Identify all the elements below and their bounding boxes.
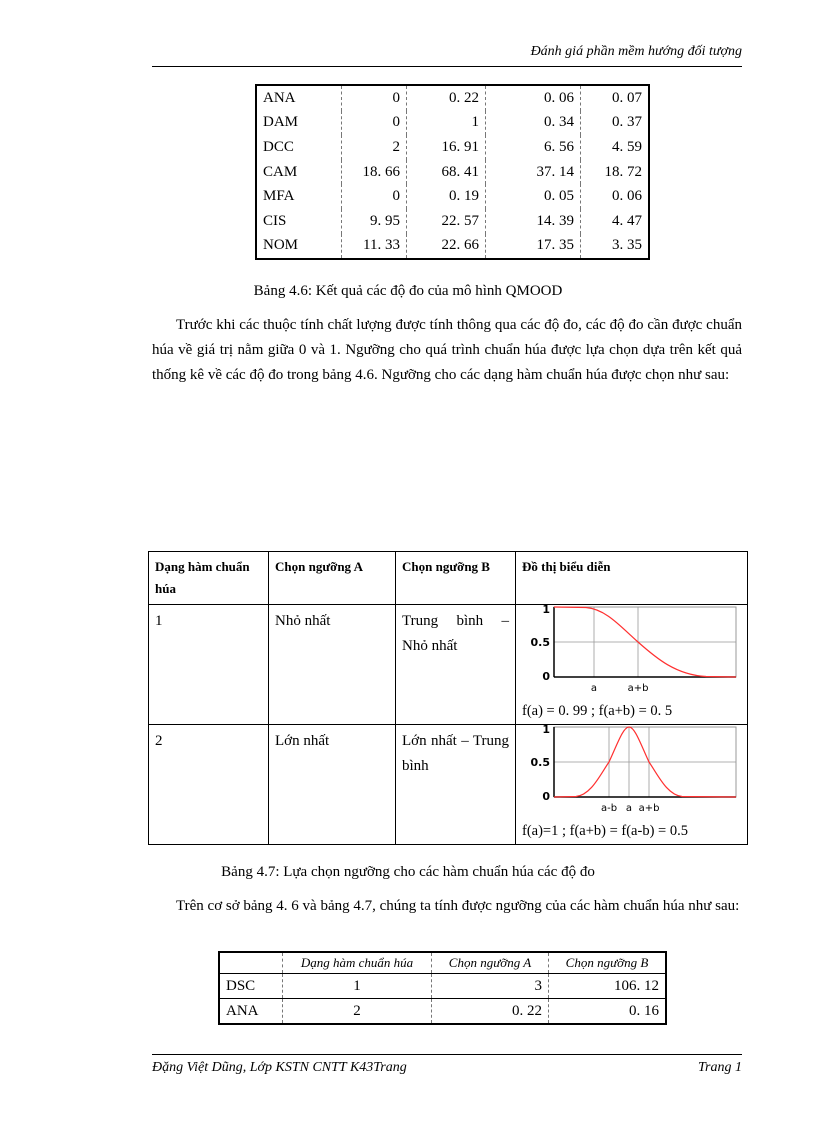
metric-mean: 17. 35 bbox=[486, 234, 581, 260]
metric-mean: 0. 05 bbox=[486, 184, 581, 209]
footer-rule bbox=[152, 1054, 742, 1055]
metric-name: NOM bbox=[263, 237, 299, 254]
metrics-row bbox=[256, 184, 649, 209]
header-threshold-b: Chọn ngưỡng B bbox=[396, 552, 516, 605]
metric-max: 16. 91 bbox=[407, 135, 486, 160]
threshold-header-blank bbox=[219, 952, 283, 974]
header-rule bbox=[152, 66, 742, 67]
metric-mean: 0. 34 bbox=[486, 111, 581, 136]
metrics-row bbox=[256, 111, 649, 136]
paragraph-1: Trước khi các thuộc tính chất lượng được tính thông qua các độ đo, các độ đo cần được chuẩn húa về giá trị nằm giữa 0 và 1. Ngưỡng cho quá trình chuẩn húa được lựa chọn dựa trên kết quả thống kê về các độ đo trong bảng 4.6. Ngưỡng cho các dạng hàm chuẩn húa được chọn như sau: bbox=[152, 317, 742, 383]
threshold-header-a: Chọn ngưỡng A bbox=[432, 952, 549, 974]
metric-max: 0. 22 bbox=[407, 85, 486, 111]
metrics-row bbox=[256, 85, 649, 111]
x-tick-ab: a+b bbox=[627, 683, 649, 694]
metric-stddev: 3. 35 bbox=[581, 234, 650, 260]
norm-row-2-b: Lớn nhất – Trung bình bbox=[396, 725, 516, 845]
metric-min: 0 bbox=[342, 85, 407, 111]
x-tick-a: a bbox=[590, 683, 598, 694]
footer-author: Đặng Việt Dũng, Lớp KSTN CNTT K43Trang bbox=[152, 1060, 407, 1075]
threshold-b-value: 0. 16 bbox=[549, 999, 667, 1025]
metrics-row bbox=[256, 209, 649, 234]
metric-name: DAM bbox=[263, 114, 299, 131]
y-tick-0: 0 bbox=[542, 790, 550, 803]
threshold-b-value: 106. 12 bbox=[549, 974, 667, 999]
metrics-row bbox=[256, 160, 649, 185]
norm-row-1-a: Nhỏ nhất bbox=[269, 605, 396, 725]
metric-mean: 6. 56 bbox=[486, 135, 581, 160]
metric-name: MFA bbox=[263, 188, 295, 205]
threshold-row bbox=[219, 999, 666, 1025]
threshold-row bbox=[219, 974, 666, 999]
header-threshold-a: Chọn ngưỡng A bbox=[269, 552, 396, 605]
x-tick-a-plus-b: a+b bbox=[638, 803, 660, 814]
metric-name: CIS bbox=[263, 212, 287, 229]
paragraph-2: Trên cơ sở bảng 4. 6 và bảng 4.7, chúng ta tính được ngưỡng của các hàm chuẩn húa như sau: bbox=[176, 898, 740, 914]
threshold-header-function-type: Dạng hàm chuẩn húa bbox=[283, 952, 432, 974]
metric-min: 0 bbox=[342, 111, 407, 136]
metric-min: 11. 33 bbox=[342, 234, 407, 260]
metric-mean: 0. 06 bbox=[486, 85, 581, 111]
norm-row-2-graph bbox=[516, 725, 748, 845]
metric-name: ANA bbox=[263, 89, 296, 106]
norm-row-1 bbox=[149, 605, 748, 725]
table-4-6-caption: Bảng 4.6: Kết quả các độ đo của mô hình QMOOD bbox=[253, 283, 563, 299]
metric-stddev: 0. 07 bbox=[581, 85, 650, 111]
metric-min: 18. 66 bbox=[342, 160, 407, 185]
threshold-table bbox=[218, 951, 667, 1025]
norm-row-2 bbox=[149, 725, 748, 845]
x-tick-a: a bbox=[625, 803, 633, 814]
threshold-function-type: 1 bbox=[283, 974, 432, 999]
threshold-a-value: 0. 22 bbox=[432, 999, 549, 1025]
x-tick-a-minus-b: a-b bbox=[600, 803, 618, 814]
normalization-table bbox=[148, 551, 748, 845]
metric-stddev: 0. 06 bbox=[581, 184, 650, 209]
metric-name: DCC bbox=[263, 138, 294, 155]
bell-curve-chart bbox=[516, 725, 741, 819]
metric-name: CAM bbox=[263, 163, 298, 180]
threshold-metric: DSC bbox=[219, 974, 283, 999]
threshold-a-value: 3 bbox=[432, 974, 549, 999]
norm-row-1-b: Trung bình – Nhỏ nhất bbox=[396, 605, 516, 725]
metric-stddev: 18. 72 bbox=[581, 160, 650, 185]
sigmoid-decreasing-chart bbox=[516, 605, 741, 699]
y-tick-half: 0.5 bbox=[530, 756, 550, 769]
metric-min: 9. 95 bbox=[342, 209, 407, 234]
threshold-header-b: Chọn ngưỡng B bbox=[549, 952, 667, 974]
metric-max: 22. 57 bbox=[407, 209, 486, 234]
y-tick-half: 0.5 bbox=[530, 636, 550, 649]
y-tick-0: 0 bbox=[542, 670, 550, 683]
metrics-table bbox=[255, 84, 650, 260]
header-function-type: Dạng hàm chuẩn húa bbox=[149, 552, 269, 605]
table-4-7-caption: Bảng 4.7: Lựa chọn ngưỡng cho các hàm chuẩn húa các độ đo bbox=[221, 864, 595, 880]
metric-max: 0. 19 bbox=[407, 184, 486, 209]
metrics-row bbox=[256, 135, 649, 160]
metric-stddev: 0. 37 bbox=[581, 111, 650, 136]
metric-mean: 37. 14 bbox=[486, 160, 581, 185]
norm-row-1-graph bbox=[516, 605, 748, 725]
footer-page-number: Trang 1 bbox=[698, 1060, 742, 1075]
metric-min: 2 bbox=[342, 135, 407, 160]
norm-row-1-type: 1 bbox=[149, 605, 269, 725]
metric-mean: 14. 39 bbox=[486, 209, 581, 234]
metric-min: 0 bbox=[342, 184, 407, 209]
threshold-metric: ANA bbox=[226, 1002, 259, 1019]
metric-stddev: 4. 59 bbox=[581, 135, 650, 160]
y-tick-1: 1 bbox=[542, 725, 550, 736]
header-graph: Đồ thị biểu diễn bbox=[516, 552, 748, 605]
metrics-row bbox=[256, 234, 649, 260]
metric-max: 68. 41 bbox=[407, 160, 486, 185]
norm-row-2-type: 2 bbox=[149, 725, 269, 845]
running-header: Đánh giá phần mềm hướng đối tượng bbox=[530, 44, 742, 59]
metric-max: 1 bbox=[407, 111, 486, 136]
threshold-function-type: 2 bbox=[283, 999, 432, 1025]
metric-max: 22. 66 bbox=[407, 234, 486, 260]
norm-row-1-formula: f(a) = 0. 99 ; f(a+b) = 0. 5 bbox=[522, 703, 673, 719]
norm-row-2-formula: f(a)=1 ; f(a+b) = f(a-b) = 0.5 bbox=[522, 823, 688, 839]
metric-stddev: 4. 47 bbox=[581, 209, 650, 234]
y-tick-1: 1 bbox=[542, 605, 550, 616]
norm-row-2-a: Lớn nhất bbox=[269, 725, 396, 845]
